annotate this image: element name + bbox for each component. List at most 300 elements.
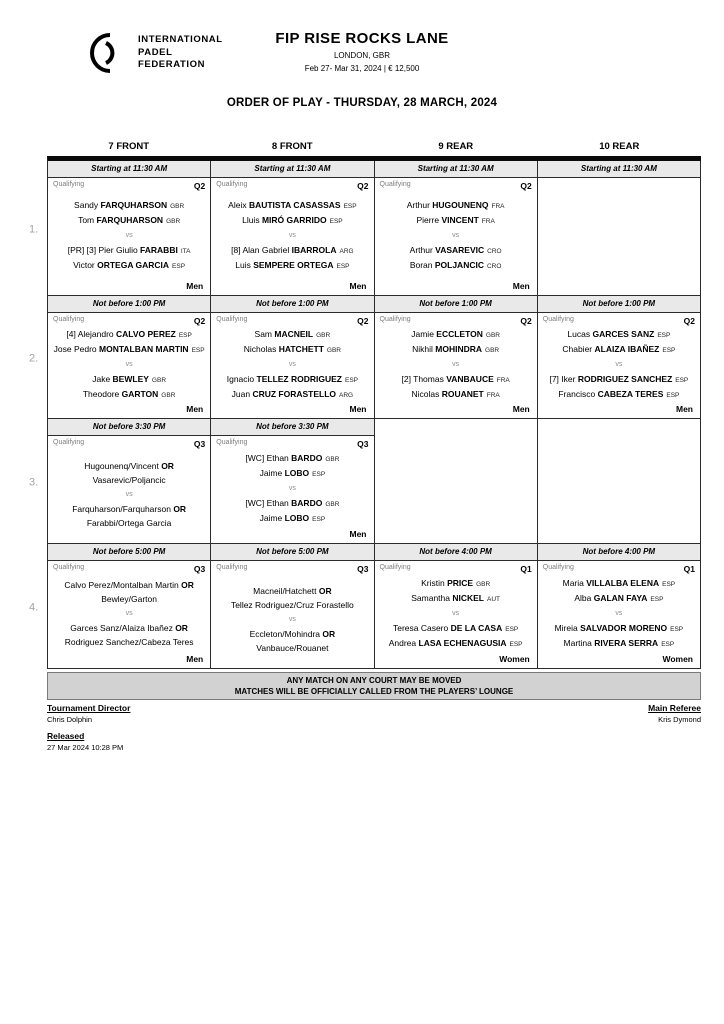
schedule-cell bbox=[48, 161, 211, 296]
player-text: Nicolas bbox=[411, 388, 442, 399]
player-text: Bewley/Garton bbox=[101, 593, 157, 604]
court-header-4: 10 REAR bbox=[599, 141, 640, 152]
match-header bbox=[53, 564, 205, 574]
player-text: GARTON bbox=[121, 388, 159, 399]
team1-player-line bbox=[380, 577, 532, 592]
time-header: Starting at 11:30 AM bbox=[211, 161, 373, 178]
schedule-cell bbox=[211, 544, 374, 669]
match-header bbox=[380, 564, 532, 574]
player-text: [8] Alan Gabriel bbox=[231, 245, 292, 255]
player-text: MONTALBAN MARTIN bbox=[99, 343, 189, 354]
player-text: Sandy bbox=[74, 200, 101, 210]
player-text: OR bbox=[161, 461, 174, 471]
schedule-cell bbox=[538, 419, 701, 544]
match-gender: Men bbox=[349, 529, 367, 539]
player-text: Farabbi/Ortega Garcia bbox=[86, 517, 172, 528]
player-text: OR bbox=[322, 629, 336, 639]
document-header bbox=[0, 30, 724, 73]
time-header: Not before 1:00 PM bbox=[538, 296, 700, 313]
player-text: ESP bbox=[336, 262, 350, 270]
player-text: LASA ECHENAGUSIA bbox=[418, 637, 507, 648]
team1-player-line bbox=[380, 343, 532, 358]
player-text: Rodriguez Sanchez/Cabeza Teres bbox=[64, 636, 194, 647]
team2-player-line bbox=[216, 642, 368, 656]
player-text: Tom bbox=[78, 214, 97, 225]
match-teams bbox=[53, 574, 205, 654]
match-card bbox=[375, 178, 537, 295]
player-text: GBR bbox=[170, 203, 185, 210]
vs-label: vs bbox=[125, 491, 133, 498]
match-round: Q3 bbox=[357, 439, 369, 449]
player-text: ESP bbox=[509, 640, 523, 648]
vs-label: vs bbox=[288, 485, 296, 492]
team2-player-line bbox=[53, 517, 205, 531]
team2-player-line bbox=[380, 637, 532, 652]
player-text: ESP bbox=[650, 595, 664, 603]
team2-player-line bbox=[53, 636, 205, 650]
player-text: Jamie bbox=[411, 329, 437, 339]
player-text: RODRIGUEZ SANCHEZ bbox=[577, 374, 673, 384]
match-teams bbox=[216, 191, 368, 281]
player-text: Tellez Rodriguez/Cruz Forastello bbox=[230, 599, 354, 610]
tournament-director-name: Chris Dolphin bbox=[47, 715, 93, 724]
player-text: Jaime bbox=[259, 512, 285, 523]
player-text: ALAIZA IBAÑEZ bbox=[594, 343, 660, 354]
court-header-3: 9 REAR bbox=[438, 141, 474, 152]
match-category: Qualifying bbox=[53, 564, 85, 571]
player-text: SALVADOR MORENO bbox=[580, 623, 668, 633]
ipf-logo-text bbox=[138, 34, 223, 71]
match-teams bbox=[216, 449, 368, 529]
player-text: Eccleton/Mohindra bbox=[249, 629, 323, 639]
team2-player-line bbox=[380, 259, 532, 274]
player-text: GALAN FAYA bbox=[593, 592, 648, 603]
player-text: FRA bbox=[486, 391, 500, 399]
vs-label: vs bbox=[288, 232, 296, 239]
team2-player-line bbox=[380, 388, 532, 403]
match-category: Qualifying bbox=[542, 316, 574, 323]
player-text: LOBO bbox=[284, 467, 310, 478]
time-header: Starting at 11:30 AM bbox=[538, 161, 700, 178]
team2-player-line bbox=[543, 637, 695, 652]
player-text: DE LA CASA bbox=[450, 623, 503, 633]
match-header bbox=[53, 316, 205, 326]
schedule-cell bbox=[375, 419, 538, 544]
match-round: Q2 bbox=[357, 316, 369, 326]
player-text: Luis bbox=[235, 259, 254, 270]
team1-player-line bbox=[53, 474, 205, 488]
player-text: MACNEIL bbox=[274, 329, 314, 339]
team1-player-line bbox=[216, 343, 368, 358]
team1-player-line bbox=[543, 577, 695, 592]
match-gender: Women bbox=[662, 654, 693, 664]
released-timestamp: 27 Mar 2024 10:28 PM bbox=[47, 743, 124, 752]
player-text: ECCLETON bbox=[436, 329, 483, 339]
vs-label: vs bbox=[125, 610, 133, 617]
time-header: Not before 1:00 PM bbox=[48, 296, 210, 313]
player-text: Teresa Casero bbox=[392, 623, 451, 633]
player-text: OR bbox=[318, 586, 332, 596]
schedule-row bbox=[29, 296, 701, 419]
player-text: ESP bbox=[312, 515, 326, 523]
player-text: Farquharson/Farquharson bbox=[72, 504, 174, 514]
match-teams bbox=[216, 574, 368, 666]
team1-player-line bbox=[53, 460, 205, 474]
schedule-cell bbox=[375, 161, 538, 296]
match-teams bbox=[53, 326, 205, 404]
team1-player-line bbox=[216, 585, 368, 599]
player-text: Theodore bbox=[82, 388, 122, 399]
match-card bbox=[48, 178, 210, 295]
player-text: OR bbox=[175, 623, 188, 633]
player-text: POLJANCIC bbox=[434, 259, 484, 270]
player-text: Mireia bbox=[554, 623, 581, 633]
player-text: Victor bbox=[73, 259, 98, 270]
row-number: 1. bbox=[29, 223, 39, 236]
team2-player-line bbox=[380, 373, 532, 388]
schedule-cell bbox=[538, 296, 701, 419]
match-header bbox=[543, 316, 695, 326]
match-gender: Men bbox=[676, 404, 693, 414]
match-card bbox=[48, 313, 210, 418]
match-header bbox=[380, 316, 532, 326]
match-teams bbox=[543, 574, 695, 654]
match-card bbox=[48, 561, 210, 668]
match-header bbox=[53, 439, 205, 449]
court-header-2: 8 FRONT bbox=[271, 141, 313, 152]
player-text: Chabier bbox=[562, 343, 595, 354]
match-round: Q2 bbox=[193, 181, 206, 191]
team1-player-line bbox=[216, 328, 368, 343]
schedule-cell bbox=[538, 544, 701, 669]
match-header bbox=[216, 439, 368, 449]
player-text: VASAREVIC bbox=[435, 245, 485, 255]
match-card bbox=[211, 436, 373, 543]
player-text: ARG bbox=[339, 248, 354, 255]
player-text: ESP bbox=[172, 262, 186, 270]
team1-player-line bbox=[380, 328, 532, 343]
team2-player-line bbox=[53, 503, 205, 517]
player-text: RIVERA SERRA bbox=[594, 637, 659, 648]
time-header: Not before 4:00 PM bbox=[538, 544, 700, 561]
match-card bbox=[375, 313, 537, 418]
player-text: [7] Iker bbox=[549, 374, 578, 384]
player-text: FARQUHARSON bbox=[100, 200, 168, 210]
team2-player-line bbox=[216, 388, 368, 403]
time-header: Starting at 11:30 AM bbox=[375, 161, 537, 178]
schedule-row bbox=[29, 161, 701, 296]
match-teams bbox=[53, 449, 205, 541]
player-text: ROUANET bbox=[441, 388, 484, 399]
player-text: Calvo Perez/Montalban Martin bbox=[64, 580, 182, 590]
team1-player-line bbox=[543, 328, 695, 343]
logo-line-3: FEDERATION bbox=[138, 59, 206, 71]
match-category: Qualifying bbox=[53, 181, 85, 188]
schedule-cell bbox=[211, 419, 374, 544]
logo-line-2: PADEL bbox=[138, 46, 173, 58]
player-text: OR bbox=[181, 580, 194, 590]
court-header-1: 7 FRONT bbox=[108, 141, 150, 152]
match-round: Q2 bbox=[520, 181, 532, 191]
player-text: ESP bbox=[329, 217, 343, 225]
player-text: Garces Sanz/Alaiza Ibañez bbox=[70, 623, 176, 633]
player-text: Alba bbox=[574, 592, 594, 603]
time-header: Starting at 11:30 AM bbox=[48, 161, 210, 178]
team2-player-line bbox=[216, 373, 368, 388]
vs-label: vs bbox=[615, 361, 623, 368]
ipf-logo-icon bbox=[86, 30, 130, 76]
match-card bbox=[538, 313, 700, 418]
player-text: Lucas bbox=[567, 329, 593, 339]
player-text: TELLEZ RODRIGUEZ bbox=[256, 374, 342, 384]
match-round: Q3 bbox=[357, 564, 369, 574]
match-category: Qualifying bbox=[53, 316, 85, 323]
team1-player-line bbox=[380, 214, 532, 229]
player-text: ESP bbox=[191, 346, 205, 354]
player-text: Hugounenq/Vincent bbox=[84, 461, 162, 471]
player-text: Jose Pedro bbox=[53, 343, 100, 354]
player-text: GBR bbox=[325, 501, 340, 508]
team1-player-line bbox=[380, 592, 532, 607]
match-category: Qualifying bbox=[53, 439, 85, 446]
match-round: Q1 bbox=[520, 564, 532, 574]
match-gender: Men bbox=[512, 281, 530, 291]
team2-player-line bbox=[216, 628, 368, 642]
team2-player-line bbox=[543, 388, 695, 403]
match-teams bbox=[380, 191, 532, 281]
match-round: Q2 bbox=[520, 316, 532, 326]
match-round: Q2 bbox=[683, 316, 695, 326]
main-referee-label: Main Referee bbox=[648, 703, 701, 713]
time-header: Not before 3:30 PM bbox=[211, 419, 373, 436]
player-text: ESP bbox=[657, 332, 671, 339]
notice-banner bbox=[47, 672, 701, 700]
player-text: LOBO bbox=[284, 512, 310, 523]
match-round: Q2 bbox=[357, 181, 369, 191]
schedule-grid bbox=[29, 156, 701, 669]
player-text: ESP bbox=[505, 626, 519, 633]
team1-player-line bbox=[53, 199, 205, 214]
player-text: CALVO PEREZ bbox=[116, 329, 176, 339]
vs-label: vs bbox=[288, 361, 296, 368]
time-header: Not before 5:00 PM bbox=[211, 544, 373, 561]
match-gender: Men bbox=[512, 404, 530, 414]
player-text: Pierre bbox=[416, 214, 442, 225]
player-text: GBR bbox=[161, 391, 176, 399]
schedule-cell bbox=[375, 296, 538, 419]
player-text: [WC] Ethan bbox=[245, 453, 292, 463]
player-text: [WC] Ethan bbox=[245, 498, 292, 508]
vs-label: vs bbox=[452, 232, 460, 239]
match-teams bbox=[380, 574, 532, 654]
team1-player-line bbox=[53, 328, 205, 343]
match-card bbox=[48, 436, 210, 543]
player-text: Nicholas bbox=[243, 343, 279, 354]
team2-player-line bbox=[53, 244, 205, 259]
event-location: LONDON, GBR bbox=[333, 51, 390, 60]
ipf-logo bbox=[86, 30, 223, 76]
player-text: ESP bbox=[670, 626, 684, 633]
court-headers bbox=[47, 141, 701, 152]
player-text: Martina bbox=[563, 637, 595, 648]
player-text: ESP bbox=[675, 377, 689, 384]
player-text: GBR bbox=[316, 332, 331, 339]
player-text: GBR bbox=[166, 217, 181, 225]
match-teams bbox=[216, 326, 368, 404]
match-category: Qualifying bbox=[379, 564, 411, 571]
player-text: GARCES SANZ bbox=[592, 329, 655, 339]
vs-label: vs bbox=[288, 616, 296, 623]
document-footer bbox=[47, 703, 701, 759]
match-header bbox=[380, 181, 532, 191]
match-header bbox=[216, 181, 368, 191]
team2-player-line bbox=[53, 622, 205, 636]
vs-label: vs bbox=[615, 610, 623, 617]
player-text: Macneil/Hatchett bbox=[253, 586, 319, 596]
player-text: IBARROLA bbox=[291, 245, 337, 255]
player-text: Andrea bbox=[388, 637, 419, 648]
match-card bbox=[211, 561, 373, 668]
vs-label: vs bbox=[452, 361, 460, 368]
team2-player-line bbox=[53, 373, 205, 388]
player-text: Maria bbox=[562, 578, 587, 588]
player-text: SEMPERE ORTEGA bbox=[253, 259, 334, 270]
player-text: FARABBI bbox=[140, 245, 178, 255]
match-round: Q2 bbox=[193, 316, 206, 326]
team2-player-line bbox=[543, 622, 695, 637]
player-text: Jaime bbox=[259, 467, 285, 478]
schedule-cell bbox=[211, 296, 374, 419]
player-text: BARDO bbox=[291, 453, 323, 463]
team2-player-line bbox=[543, 373, 695, 388]
player-text: Francisco bbox=[558, 388, 598, 399]
schedule-cell bbox=[211, 161, 374, 296]
team1-player-line bbox=[53, 593, 205, 607]
player-text: Nikhil bbox=[412, 343, 436, 354]
match-teams bbox=[380, 326, 532, 404]
match-category: Qualifying bbox=[379, 181, 411, 188]
match-round: Q3 bbox=[193, 439, 206, 449]
match-round: Q1 bbox=[683, 564, 695, 574]
player-text: Aleix bbox=[228, 200, 249, 210]
time-header: Not before 3:30 PM bbox=[48, 419, 210, 436]
team1-player-line bbox=[543, 343, 695, 358]
player-text: BARDO bbox=[291, 498, 323, 508]
player-text: Lluis bbox=[242, 214, 262, 225]
match-category: Qualifying bbox=[542, 564, 574, 571]
order-of-play-title: ORDER OF PLAY - THURSDAY, 28 MARCH, 2024 bbox=[226, 97, 498, 109]
team1-player-line bbox=[543, 592, 695, 607]
player-text: GBR bbox=[326, 346, 341, 354]
team2-player-line bbox=[216, 497, 368, 512]
match-header bbox=[216, 564, 368, 574]
player-text: Vanbauce/Rouanet bbox=[256, 642, 329, 653]
team2-player-line bbox=[216, 259, 368, 274]
player-text: ESP bbox=[661, 640, 675, 648]
match-teams bbox=[543, 326, 695, 404]
match-gender: Men bbox=[186, 281, 204, 291]
time-header: Not before 5:00 PM bbox=[48, 544, 210, 561]
player-text: Samantha bbox=[411, 592, 453, 603]
player-text: CABEZA TERES bbox=[597, 388, 664, 399]
player-text: Ignacio bbox=[226, 374, 257, 384]
player-text: ITA bbox=[180, 248, 191, 255]
match-teams bbox=[53, 191, 205, 281]
player-text: GBR bbox=[476, 581, 491, 588]
team1-player-line bbox=[216, 199, 368, 214]
team1-player-line bbox=[216, 467, 368, 482]
team2-player-line bbox=[380, 622, 532, 637]
player-text: OR bbox=[173, 504, 187, 514]
match-header bbox=[216, 316, 368, 326]
vs-label: vs bbox=[452, 610, 460, 617]
match-card bbox=[375, 561, 537, 668]
player-text: ESP bbox=[345, 377, 359, 384]
match-category: Qualifying bbox=[379, 316, 411, 323]
match-category: Qualifying bbox=[216, 439, 248, 446]
player-text: ORTEGA GARCIA bbox=[97, 259, 170, 270]
row-number: 4. bbox=[29, 601, 39, 614]
schedule-row bbox=[29, 544, 701, 669]
player-text: Sam bbox=[254, 329, 275, 339]
player-text: Arthur bbox=[406, 200, 433, 210]
player-text: FARQUHARSON bbox=[96, 214, 164, 225]
match-category: Qualifying bbox=[216, 564, 248, 571]
player-text: FRA bbox=[491, 203, 505, 210]
player-text: ESP bbox=[666, 391, 680, 399]
schedule-row bbox=[29, 419, 701, 544]
player-text: GBR bbox=[485, 332, 500, 339]
row-number: 3. bbox=[29, 476, 39, 489]
player-text: Boran bbox=[409, 259, 435, 270]
player-text: ESP bbox=[312, 470, 326, 478]
team2-player-line bbox=[380, 244, 532, 259]
footer-right bbox=[648, 703, 701, 759]
match-card bbox=[211, 178, 373, 295]
schedule-cell bbox=[48, 419, 211, 544]
player-text: [PR] [3] Pier Giulio bbox=[67, 245, 141, 255]
player-text: Juan bbox=[231, 388, 253, 399]
player-text: BAUTISTA CASASSAS bbox=[248, 200, 341, 210]
player-text: GBR bbox=[485, 346, 500, 354]
schedule-cell bbox=[48, 296, 211, 419]
player-text: GBR bbox=[151, 377, 167, 384]
team1-player-line bbox=[216, 452, 368, 467]
player-text: CRUZ FORASTELLO bbox=[252, 388, 337, 399]
player-text: [2] Thomas bbox=[401, 374, 447, 384]
time-header: Not before 1:00 PM bbox=[211, 296, 373, 313]
player-text: PRICE bbox=[447, 578, 474, 588]
row-number: 2. bbox=[29, 352, 39, 365]
player-text: MOHINDRA bbox=[435, 343, 483, 354]
match-gender: Men bbox=[349, 281, 367, 291]
time-header: Not before 4:00 PM bbox=[375, 544, 537, 561]
released-label: Released bbox=[47, 731, 85, 741]
player-text: HUGOUNENQ bbox=[432, 200, 489, 210]
player-text: VINCENT bbox=[441, 214, 479, 225]
match-card bbox=[211, 313, 373, 418]
match-card bbox=[538, 561, 700, 668]
notice-line-2: MATCHES WILL BE OFFICIALLY CALLED FROM THE PLAYERS’ LOUNGE bbox=[234, 687, 514, 696]
team1-player-line bbox=[53, 343, 205, 358]
player-text: ESP bbox=[343, 203, 357, 210]
time-header: Not before 1:00 PM bbox=[375, 296, 537, 313]
player-text: MIRÓ GARRIDO bbox=[261, 214, 327, 225]
player-text: Jake bbox=[92, 374, 113, 384]
match-header bbox=[53, 181, 205, 191]
schedule-cell bbox=[48, 544, 211, 669]
team1-player-line bbox=[380, 199, 532, 214]
